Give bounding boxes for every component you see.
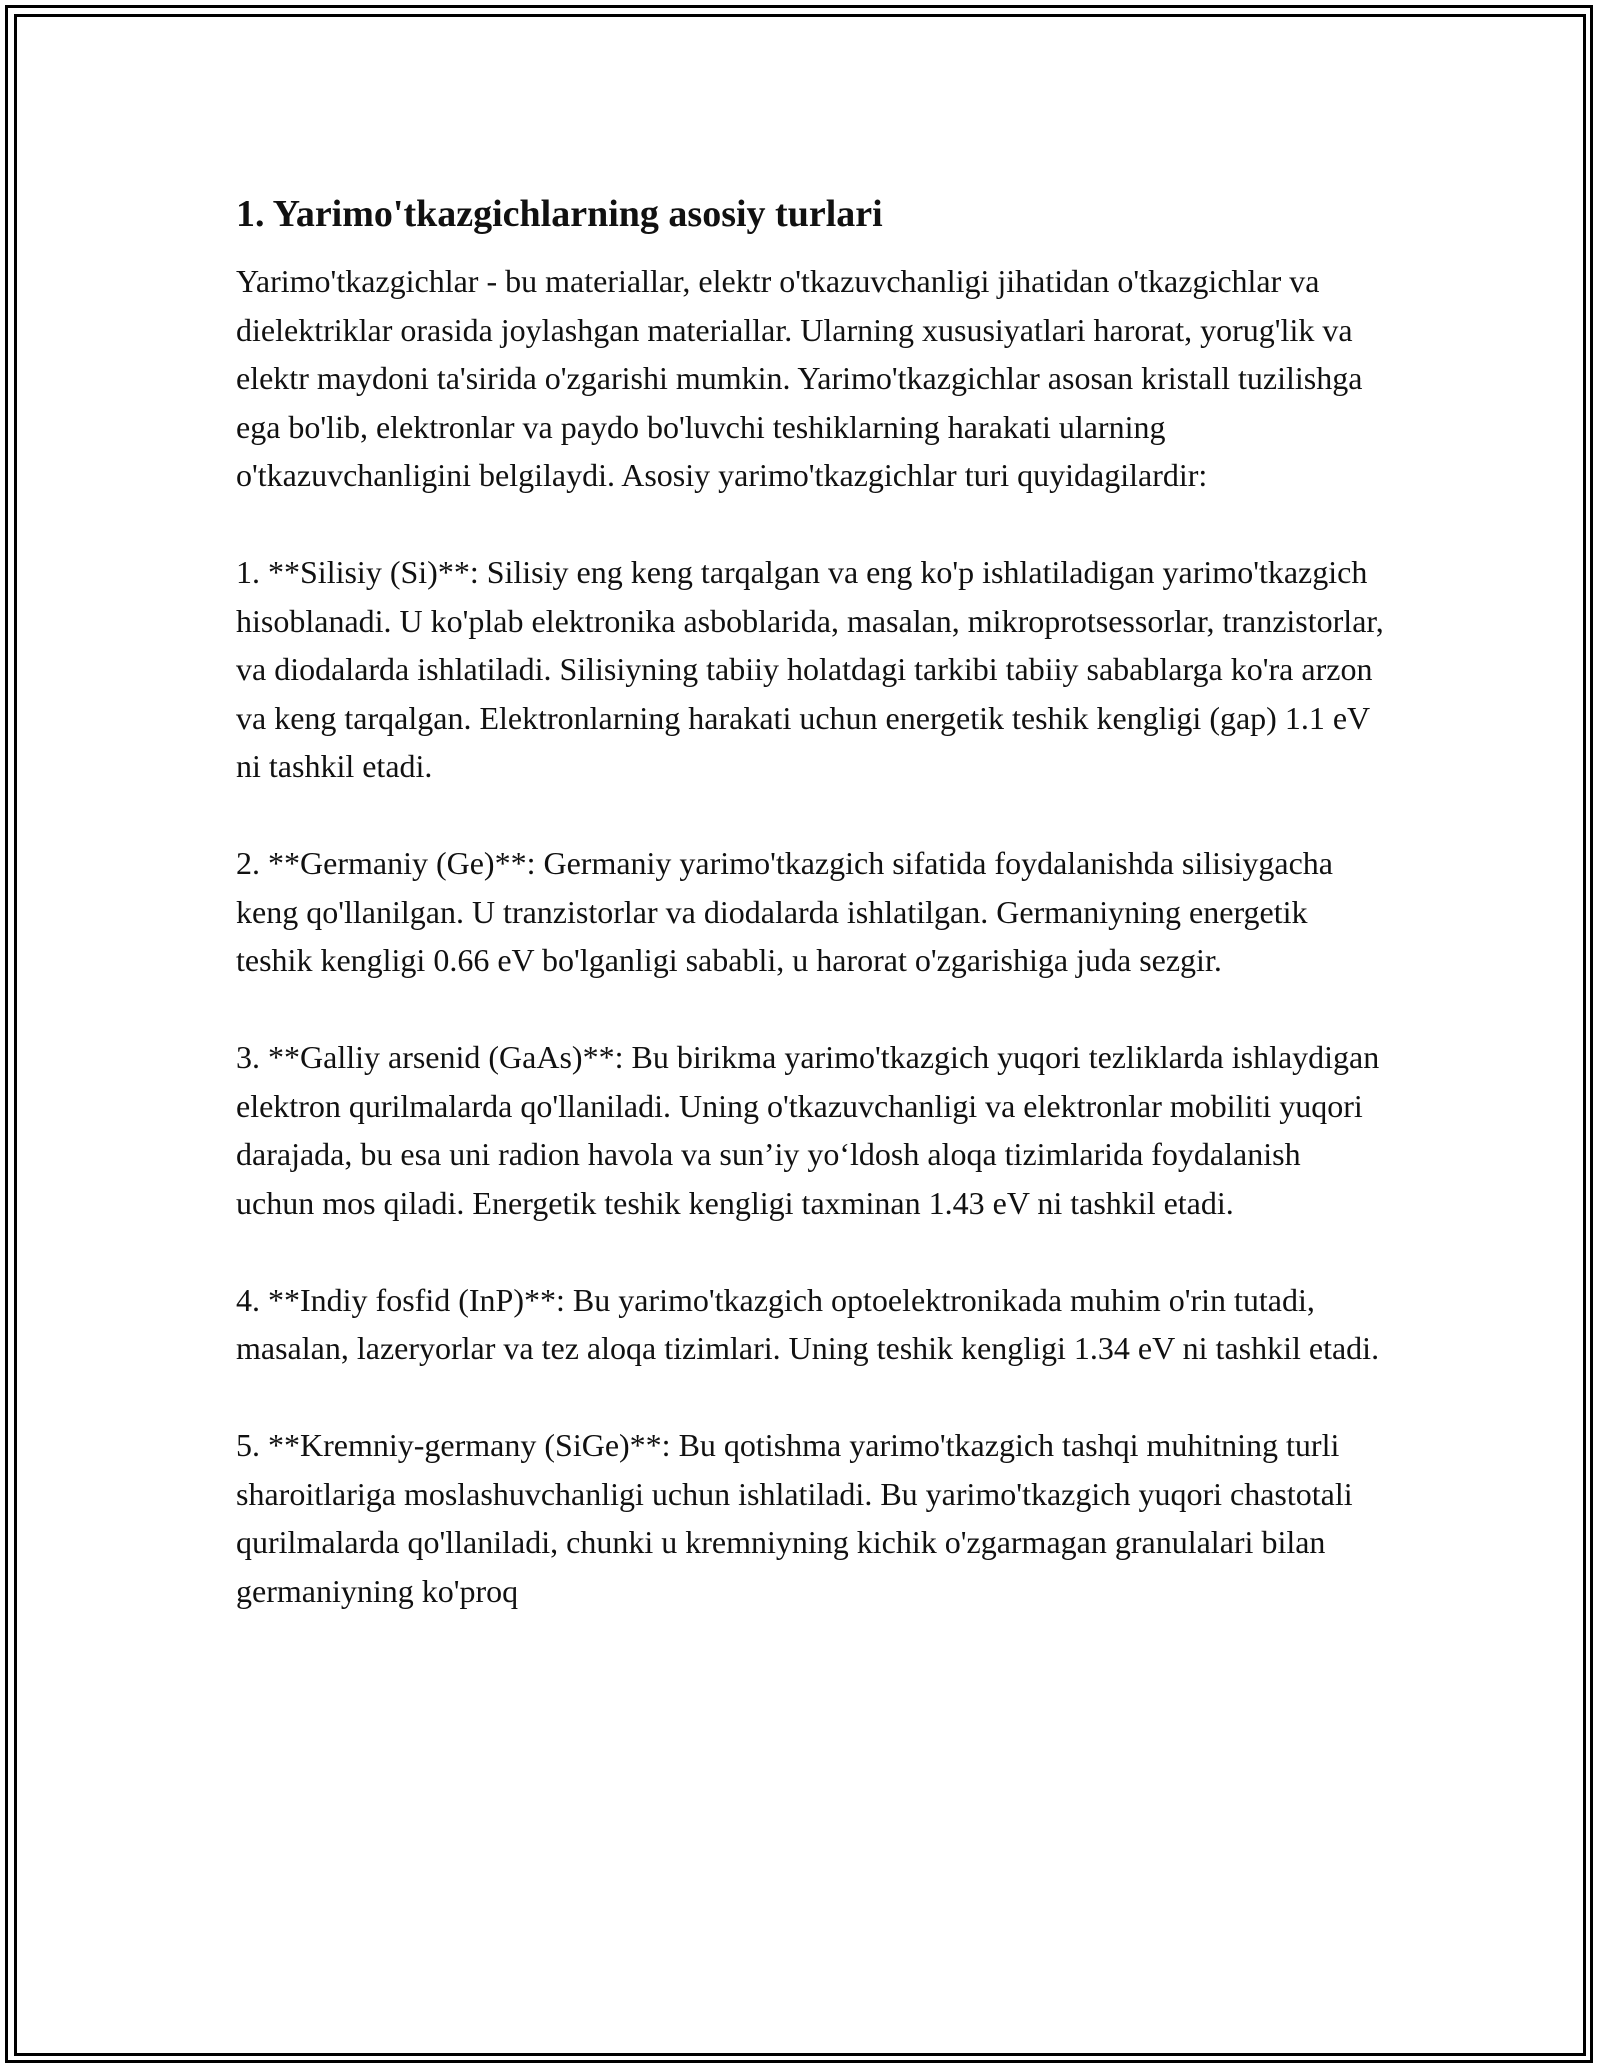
- intro-paragraph: Yarimo'tkazgichlar - bu materiallar, elektr o'tkazuvchanligi jihatidan o'tkazgichlar va dielektriklar orasida joylashgan materiallar. Ularning xususiyatlari harorat, yorug'lik va elektr maydoni ta'sirida o'zgarishi mumkin. Yarimo'tkazgichlar asosan kristall tuzilishga ega bo'lib, elektronlar va paydo bo'luvchi teshiklarning harakati ularning o'tkazuvchanligini belgilaydi. Asosiy yarimo'tkazgichlar turi quyidagilardir:: [236, 263, 1363, 493]
- list-item-germanium: 2. **Germaniy (Ge)**: Germaniy yarimo'tkazgich sifatida foydalanishda silisiygacha keng qo'llanilgan. U tranzistorlar va diodalarda ishlatilgan. Germaniyning energetik teshik kengligi 0.66 eV bo'lganligi sababli, u harorat o'zgarishiga juda sezgir.: [236, 845, 1333, 978]
- document-body: [236, 190, 1386, 1664]
- list-item-silicon-germanium: 5. **Kremniy-germany (SiGe)**: Bu qotishma yarimo'tkazgich tashqi muhitning turli sharoitlariga moslashuvchanligi uchun ishlatiladi. Bu yarimo'tkazgich yuqori chastotali qurilmalarda qo'llaniladi, chunki u kremniyning kichik o'zgarmagan granulalari bilan germaniyning ko'proq: [236, 1427, 1353, 1609]
- list-item-silicon: 1. **Silisiy (Si)**: Silisiy eng keng tarqalgan va eng ko'p ishlatiladigan yarimo'tkazgich hisoblanadi. U ko'plab elektronika asboblarida, masalan, mikroprotsessorlar, tranzistorlar, va diodalarda ishlatiladi. Silisiyning tabiiy holatdagi tarkibi tabiiy sabablarga ko'ra arzon va keng tarqalgan. Elektronlarning harakati uchun energetik teshik kengligi (gap) 1.1 eV ni tashkil etadi.: [236, 554, 1384, 784]
- section-heading: 1. Yarimo'tkazgichlarning asosiy turlari: [236, 193, 883, 235]
- list-item-gallium-arsenide: 3. **Galliy arsenid (GaAs)**: Bu birikma yarimo'tkazgich yuqori tezliklarda ishlaydigan elektron qurilmalarda qo'llaniladi. Uning o'tkazuvchanligi va elektronlar mobiliti yuqori darajada, bu esa uni radion havola va sun’iy yo‘ldosh aloqa tizimlarida foydalanish uchun mos qiladi. Energetik teshik kengligi taxminan 1.43 eV ni tashkil etadi.: [236, 1039, 1380, 1221]
- list-item-indium-phosphide: 4. **Indiy fosfid (InP)**: Bu yarimo'tkazgich optoelektronikada muhim o'rin tutadi, masalan, lazeryorlar va tez aloqa tizimlari. Uning teshik kengligi 1.34 eV ni tashkil etadi.: [236, 1281, 1380, 1366]
